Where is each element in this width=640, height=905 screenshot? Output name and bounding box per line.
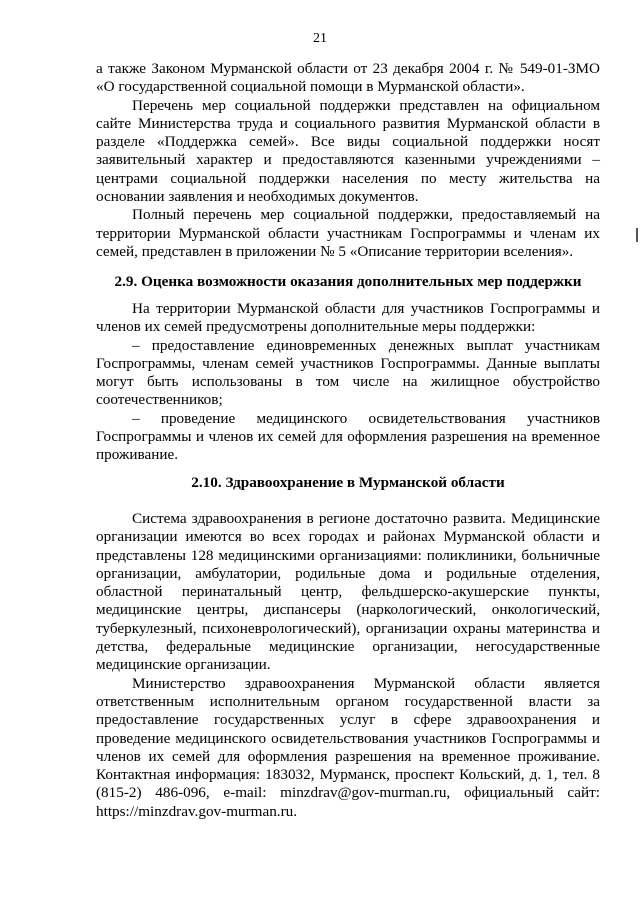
section-2-9-heading: 2.9. Оценка возможности оказания дополнительных мер поддержки (114, 273, 582, 290)
list-item: – проведение медицинского освидетельствования участников Госпрограммы и членов их семей для оформления разрешения на временное проживание. (96, 409, 600, 464)
margin-mark (636, 228, 638, 242)
paragraph: Перечень мер социальной поддержки представлен на официальном сайте Министерства труда и социального развития Мурманской области в разделе «Поддержка семей». Все виды социальной поддержки носят заявительный характер и предоставляются казенными учреждениями – центрами социальной поддержки населения по месту жительства на основании заявления и необходимых документов. (96, 96, 600, 206)
paragraph: Министерство здравоохранения Мурманской области является ответственным исполнительным органом государственной власти за предоставление государственных услуг в сфере здравоохранения и проведение медицинского освидетельствования участников Госпрограммы и членов их семей для оформления разрешения на временное проживание. Контактная информация: 183032, Мурманск, проспект Кольский, д. 1, тел. 8 (815-2) 486-096, e-mail: minzdrav@gov-murman.ru, официальный сайт: https://minzdrav.gov-murman.ru. (96, 674, 600, 820)
intro-text (96, 60, 600, 261)
list-item: – предоставление единовременных денежных выплат участникам Госпрограммы, членам семей участников Госпрограммы. Данные выплаты могут быть использованы в том числе на жилищное обустройство соотечественников; (96, 336, 600, 409)
section-2-9-body (96, 300, 600, 465)
paragraph: Система здравоохранения в регионе достаточно развита. Медицинские организации имеются во всех городах и районах Мурманской области и представлены 128 медицинскими организациями: поликлиники, больничные организации, амбулатории, родильные дома и родильные отделения, областной перинатальный центр, фельдшерско-акушерские пункты, медицинские центры, диспансеры (наркологический, онкологический, туберкулезный, психоневрологический), организации охраны материнства и детства, федеральные медицинские организации, негосударственные медицинские организации. (96, 510, 600, 674)
page-number: 21 (313, 31, 327, 46)
section-2-10-body (96, 510, 600, 821)
section-2-10-heading: 2.10. Здравоохранение в Мурманской области (191, 474, 505, 491)
paragraph: На территории Мурманской области для участников Госпрограммы и членов их семей предусмотрены дополнительные меры поддержки: (96, 300, 600, 336)
paragraph: а также Законом Мурманской области от 23 декабря 2004 г. № 549-01-ЗМО «О государственной социальной помощи в Мурманской области». (96, 60, 600, 96)
paragraph: Полный перечень мер социальной поддержки, предоставляемый на территории Мурманской области участникам Госпрограммы и членам их семей, представлен в приложении № 5 «Описание территории вселения». (96, 206, 600, 260)
